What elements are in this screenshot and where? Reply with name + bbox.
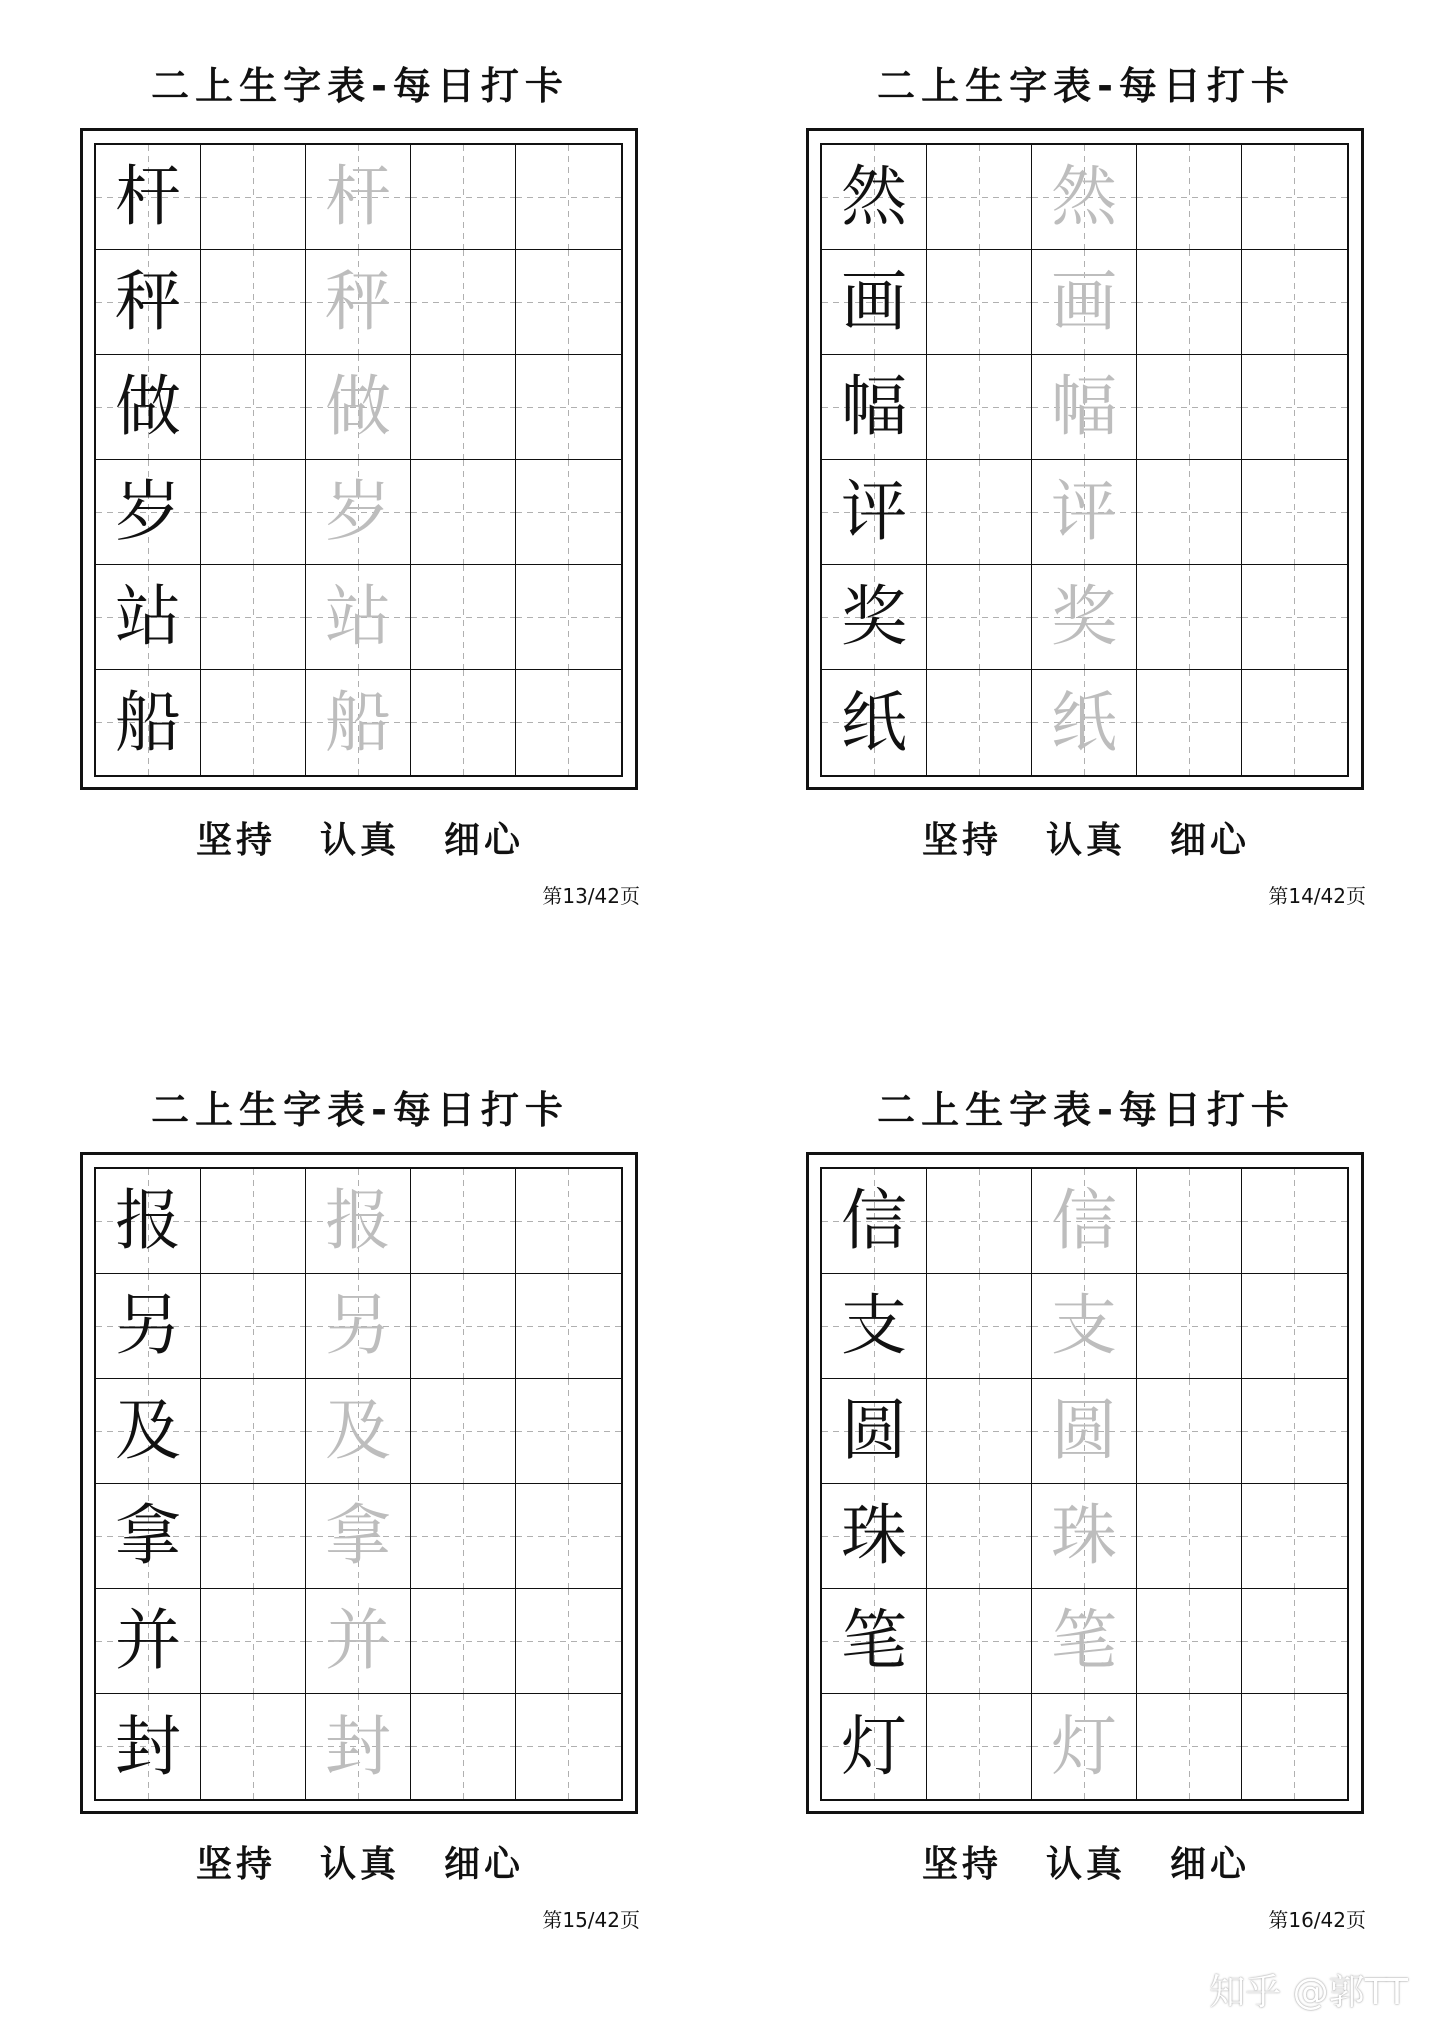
grid-cell xyxy=(306,1589,411,1694)
trace-character: 封 xyxy=(325,1707,391,1785)
grid-cell xyxy=(96,460,201,565)
grid-cell xyxy=(1032,355,1137,460)
grid-cell xyxy=(1242,670,1347,775)
model-character: 幅 xyxy=(841,368,907,445)
grid-cell xyxy=(96,1484,201,1589)
practice-frame xyxy=(80,128,638,790)
motto-word: 认真 xyxy=(1045,1844,1126,1885)
model-character: 拿 xyxy=(115,1497,181,1574)
grid-cell xyxy=(822,460,927,565)
model-character: 纸 xyxy=(841,683,907,761)
grid-cell xyxy=(201,355,306,460)
grid-cell xyxy=(516,250,621,355)
grid-cell xyxy=(1032,460,1137,565)
grid-cell xyxy=(1242,1169,1347,1274)
model-character: 做 xyxy=(115,368,181,445)
trace-character: 幅 xyxy=(1051,368,1117,445)
grid-cell xyxy=(1242,1379,1347,1484)
page-number: 第13/42页 xyxy=(542,884,640,908)
grid-cell xyxy=(1032,1274,1137,1379)
grid-cell xyxy=(516,670,621,775)
model-character: 岁 xyxy=(115,473,181,550)
model-character: 及 xyxy=(115,1392,181,1469)
model-character: 笔 xyxy=(841,1602,907,1679)
grid-cell xyxy=(1137,250,1242,355)
grid-cell xyxy=(411,1274,516,1379)
model-character: 另 xyxy=(115,1287,181,1364)
trace-character: 信 xyxy=(1051,1182,1117,1259)
model-character: 然 xyxy=(841,158,907,235)
practice-frame xyxy=(806,128,1364,790)
tianzige-grid xyxy=(94,143,623,777)
grid-cell xyxy=(1137,1274,1242,1379)
grid-cell xyxy=(1242,145,1347,250)
model-character: 封 xyxy=(115,1707,181,1785)
grid-cell xyxy=(201,565,306,670)
trace-character: 圆 xyxy=(1051,1392,1117,1469)
motto-word: 细心 xyxy=(444,1844,525,1885)
grid-cell xyxy=(411,1484,516,1589)
motto-word: 认真 xyxy=(1045,820,1126,861)
model-character: 灯 xyxy=(841,1707,907,1785)
grid-cell xyxy=(1032,1589,1137,1694)
grid-cell xyxy=(822,1694,927,1799)
grid-cell xyxy=(1242,355,1347,460)
grid-cell xyxy=(516,460,621,565)
motto-word: 坚持 xyxy=(195,1844,276,1885)
grid-cell xyxy=(516,1694,621,1799)
grid-cell xyxy=(1242,1484,1347,1589)
trace-character: 然 xyxy=(1051,158,1117,235)
grid-cell xyxy=(927,670,1032,775)
grid-cell xyxy=(411,250,516,355)
grid-cell xyxy=(1242,565,1347,670)
tianzige-grid xyxy=(820,1167,1349,1801)
grid-cell xyxy=(96,1274,201,1379)
trace-character: 另 xyxy=(325,1287,391,1364)
page-number: 第15/42页 xyxy=(542,1908,640,1932)
grid-cell xyxy=(96,355,201,460)
grid-cell xyxy=(822,1589,927,1694)
grid-cell xyxy=(1137,460,1242,565)
trace-character: 杆 xyxy=(325,158,391,235)
grid-cell xyxy=(96,145,201,250)
tianzige-grid xyxy=(820,143,1349,777)
grid-cell xyxy=(96,1589,201,1694)
grid-cell xyxy=(306,1484,411,1589)
grid-cell xyxy=(1032,250,1137,355)
model-character: 评 xyxy=(841,473,907,550)
grid-cell xyxy=(1137,670,1242,775)
grid-cell xyxy=(927,565,1032,670)
grid-cell xyxy=(822,1379,927,1484)
trace-character: 报 xyxy=(325,1182,391,1259)
grid-cell xyxy=(96,1169,201,1274)
model-character: 秤 xyxy=(115,263,181,340)
grid-cell xyxy=(201,1379,306,1484)
grid-cell xyxy=(1137,1484,1242,1589)
grid-cell xyxy=(927,250,1032,355)
grid-cell xyxy=(516,355,621,460)
grid-cell xyxy=(927,1379,1032,1484)
motto-word: 坚持 xyxy=(195,820,276,861)
motto-word: 认真 xyxy=(319,820,400,861)
grid-cell xyxy=(1137,1169,1242,1274)
trace-character: 评 xyxy=(1051,473,1117,550)
motto-word: 坚持 xyxy=(921,1844,1002,1885)
grid-cell xyxy=(411,1379,516,1484)
sheet-title: 二上生字表-每日打卡 xyxy=(877,1088,1295,1132)
grid-cell xyxy=(201,1169,306,1274)
motto-word: 细心 xyxy=(1170,1844,1251,1885)
grid-cell xyxy=(201,460,306,565)
grid-cell xyxy=(411,1694,516,1799)
grid-cell xyxy=(1032,145,1137,250)
grid-cell xyxy=(201,1694,306,1799)
grid-cell xyxy=(822,565,927,670)
trace-character: 岁 xyxy=(325,473,391,550)
motto xyxy=(80,1836,640,1887)
watermark: 知乎 @郭TT xyxy=(1209,1972,1408,2013)
page-number: 第16/42页 xyxy=(1268,1908,1366,1932)
model-character: 船 xyxy=(115,683,181,761)
motto-word: 认真 xyxy=(319,1844,400,1885)
motto xyxy=(806,1836,1366,1887)
grid-cell xyxy=(1242,1694,1347,1799)
grid-cell xyxy=(306,565,411,670)
grid-cell xyxy=(96,670,201,775)
grid-cell xyxy=(822,1484,927,1589)
grid-cell xyxy=(411,355,516,460)
grid-cell xyxy=(516,1274,621,1379)
model-character: 站 xyxy=(115,578,181,655)
model-character: 支 xyxy=(841,1287,907,1364)
grid-cell xyxy=(516,1169,621,1274)
model-character: 画 xyxy=(841,263,907,340)
trace-character: 珠 xyxy=(1051,1497,1117,1574)
trace-character: 秤 xyxy=(325,263,391,340)
grid-cell xyxy=(96,250,201,355)
grid-cell xyxy=(927,1169,1032,1274)
trace-character: 奖 xyxy=(1051,578,1117,655)
grid-cell xyxy=(306,1274,411,1379)
trace-character: 船 xyxy=(325,683,391,761)
grid-cell xyxy=(411,565,516,670)
grid-cell xyxy=(1137,145,1242,250)
grid-cell xyxy=(96,1694,201,1799)
grid-cell xyxy=(1242,1274,1347,1379)
grid-cell xyxy=(1137,1379,1242,1484)
grid-cell xyxy=(1032,670,1137,775)
motto-word: 细心 xyxy=(1170,820,1251,861)
grid-cell xyxy=(822,1274,927,1379)
tianzige-grid xyxy=(94,1167,623,1801)
grid-cell xyxy=(822,670,927,775)
trace-character: 纸 xyxy=(1051,683,1117,761)
grid-cell xyxy=(1032,1379,1137,1484)
grid-cell xyxy=(96,565,201,670)
grid-cell xyxy=(927,355,1032,460)
trace-character: 画 xyxy=(1051,263,1117,340)
grid-cell xyxy=(411,145,516,250)
practice-frame xyxy=(80,1152,638,1814)
grid-cell xyxy=(1137,1694,1242,1799)
trace-character: 支 xyxy=(1051,1287,1117,1364)
grid-cell xyxy=(1137,1589,1242,1694)
grid-cell xyxy=(927,460,1032,565)
grid-cell xyxy=(201,145,306,250)
grid-cell xyxy=(822,250,927,355)
grid-cell xyxy=(306,145,411,250)
sheet-title: 二上生字表-每日打卡 xyxy=(151,64,569,108)
model-character: 圆 xyxy=(841,1392,907,1469)
grid-cell xyxy=(927,145,1032,250)
grid-cell xyxy=(1137,355,1242,460)
model-character: 奖 xyxy=(841,578,907,655)
model-character: 报 xyxy=(115,1182,181,1259)
grid-cell xyxy=(516,145,621,250)
grid-cell xyxy=(1032,565,1137,670)
model-character: 杆 xyxy=(115,158,181,235)
motto-word: 坚持 xyxy=(921,820,1002,861)
grid-cell xyxy=(927,1694,1032,1799)
model-character: 信 xyxy=(841,1182,907,1259)
grid-cell xyxy=(1032,1169,1137,1274)
grid-cell xyxy=(516,1379,621,1484)
trace-character: 灯 xyxy=(1051,1707,1117,1785)
grid-cell xyxy=(1242,1589,1347,1694)
grid-cell xyxy=(306,1169,411,1274)
grid-cell xyxy=(822,1169,927,1274)
grid-cell xyxy=(411,460,516,565)
grid-cell xyxy=(1032,1694,1137,1799)
trace-character: 并 xyxy=(325,1602,391,1679)
grid-cell xyxy=(1032,1484,1137,1589)
grid-cell xyxy=(306,1694,411,1799)
motto xyxy=(806,812,1366,863)
grid-cell xyxy=(201,1589,306,1694)
trace-character: 拿 xyxy=(325,1497,391,1574)
grid-cell xyxy=(411,670,516,775)
grid-cell xyxy=(201,1484,306,1589)
grid-cell xyxy=(1242,460,1347,565)
practice-frame xyxy=(806,1152,1364,1814)
trace-character: 站 xyxy=(325,578,391,655)
grid-cell xyxy=(306,355,411,460)
sheet-title: 二上生字表-每日打卡 xyxy=(151,1088,569,1132)
model-character: 珠 xyxy=(841,1497,907,1574)
grid-cell xyxy=(927,1274,1032,1379)
grid-cell xyxy=(516,565,621,670)
page-number: 第14/42页 xyxy=(1268,884,1366,908)
model-character: 并 xyxy=(115,1602,181,1679)
grid-cell xyxy=(411,1589,516,1694)
grid-cell xyxy=(201,250,306,355)
grid-cell xyxy=(306,460,411,565)
grid-cell xyxy=(822,145,927,250)
grid-cell xyxy=(201,670,306,775)
trace-character: 及 xyxy=(325,1392,391,1469)
grid-cell xyxy=(927,1589,1032,1694)
sheet-title: 二上生字表-每日打卡 xyxy=(877,64,1295,108)
motto xyxy=(80,812,640,863)
grid-cell xyxy=(927,1484,1032,1589)
motto-word: 细心 xyxy=(444,820,525,861)
grid-cell xyxy=(1137,565,1242,670)
grid-cell xyxy=(411,1169,516,1274)
grid-cell xyxy=(306,670,411,775)
grid-cell xyxy=(1242,250,1347,355)
trace-character: 做 xyxy=(325,368,391,445)
grid-cell xyxy=(96,1379,201,1484)
grid-cell xyxy=(306,250,411,355)
grid-cell xyxy=(201,1274,306,1379)
grid-cell xyxy=(822,355,927,460)
trace-character: 笔 xyxy=(1051,1602,1117,1679)
grid-cell xyxy=(516,1589,621,1694)
grid-cell xyxy=(306,1379,411,1484)
grid-cell xyxy=(516,1484,621,1589)
